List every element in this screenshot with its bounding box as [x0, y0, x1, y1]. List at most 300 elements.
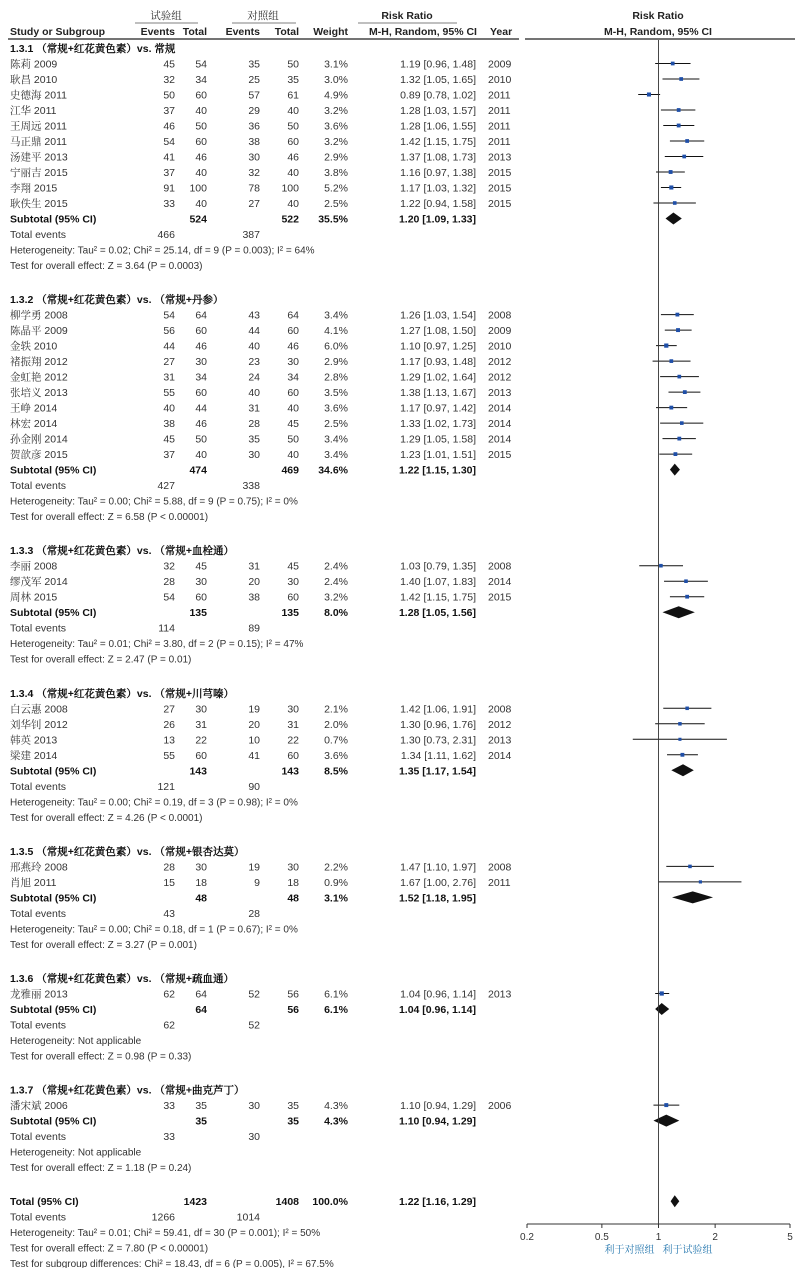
subgroup-title: 1.3.2 （常规+红花黄色素）vs. （常规+丹参） [10, 294, 224, 307]
x-tick-label: 0.5 [594, 1232, 609, 1243]
events-exp: 38 [163, 418, 175, 431]
total-ctrl: 40 [287, 402, 299, 415]
subtotal-diamond [670, 464, 680, 476]
x-label-favours-control: 利于对照组 [604, 1245, 655, 1256]
events-exp: 13 [163, 734, 175, 747]
subtotal-diamond [666, 213, 682, 225]
events-exp: 31 [163, 371, 175, 384]
weight: 3.4% [324, 433, 348, 446]
study-year: 2011 [488, 105, 511, 117]
study-year: 2015 [488, 198, 512, 210]
study-name: 江华 2011 [10, 105, 57, 117]
total-ctrl: 45 [287, 418, 299, 431]
total-ctrl: 60 [287, 325, 299, 338]
weight: 2.0% [324, 718, 348, 731]
risk-ratio-ci: 1.17 [0.97, 1.42] [400, 402, 476, 415]
risk-ratio-ci: 1.40 [1.07, 1.83] [400, 576, 476, 589]
events-exp: 28 [163, 576, 175, 589]
events-exp: 62 [163, 988, 175, 1001]
subtotal-ci: 1.04 [0.96, 1.14] [398, 1004, 476, 1016]
events-ctrl: 19 [248, 703, 260, 716]
events-exp: 40 [163, 402, 175, 415]
risk-ratio-ci: 1.04 [0.96, 1.14] [400, 988, 476, 1001]
events-ctrl: 30 [248, 449, 260, 462]
point-estimate-square [678, 738, 681, 741]
total-exp: 30 [195, 576, 207, 589]
subtotal-weight: 3.1% [324, 892, 348, 905]
total-ctrl: 31 [287, 718, 299, 731]
header-method: M-H, Random, 95% CI [369, 26, 477, 38]
risk-ratio-ci: 1.10 [0.97, 1.25] [400, 340, 476, 353]
total-events-exp: 62 [163, 1019, 175, 1032]
events-exp: 15 [163, 876, 175, 889]
total-ctrl: 60 [287, 387, 299, 400]
events-ctrl: 31 [248, 402, 260, 415]
total-ctrl: 46 [287, 340, 299, 353]
total-events-label: Total events [10, 780, 67, 793]
subtotal-ci: 1.22 [1.15, 1.30] [398, 464, 476, 477]
x-tick-label: 2 [712, 1232, 718, 1243]
total-exp: 18 [195, 876, 207, 889]
grand-total-events-exp: 1266 [151, 1211, 175, 1224]
total-events-exp: 427 [157, 480, 175, 493]
weight: 2.5% [324, 198, 348, 210]
subtotal-label: Subtotal (95% CI) [10, 765, 97, 778]
weight: 3.4% [324, 309, 348, 322]
risk-ratio-ci: 1.30 [0.96, 1.76] [400, 718, 476, 731]
study-name: 马正鼎 2011 [10, 136, 67, 148]
total-exp: 34 [195, 74, 207, 86]
total-ctrl: 30 [287, 356, 299, 369]
weight: 2.1% [324, 703, 348, 716]
header-total-exp: Total [182, 26, 207, 38]
study-name: 耿佚生 2015 [10, 198, 68, 210]
study-name: 柳学勇 2008 [10, 309, 68, 322]
total-ctrl: 60 [287, 591, 299, 604]
total-ctrl: 60 [287, 749, 299, 762]
events-exp: 32 [163, 74, 175, 86]
point-estimate-square [673, 201, 677, 205]
total-exp: 34 [195, 371, 207, 384]
subtotal-ci: 1.20 [1.09, 1.33] [398, 213, 476, 226]
point-estimate-square [660, 991, 664, 995]
point-estimate-square [678, 722, 681, 725]
study-name: 褚振翔 2012 [10, 356, 68, 369]
subtotal-label: Subtotal (95% CI) [10, 1004, 97, 1016]
total-exp: 31 [195, 718, 207, 731]
events-exp: 46 [163, 120, 175, 133]
total-exp: 60 [195, 387, 207, 400]
subtotal-total-ctrl: 143 [281, 765, 299, 778]
total-ctrl: 56 [287, 988, 299, 1001]
heterogeneity: Heterogeneity: Tau² = 0.00; Chi² = 0.19, df = 3 (P = 0.98); I² = 0% [10, 797, 298, 809]
total-exp: 60 [195, 136, 207, 148]
weight: 3.4% [324, 449, 348, 462]
study-name: 耿昌 2010 [10, 74, 58, 86]
total-ctrl: 40 [287, 167, 299, 179]
risk-ratio-ci: 1.19 [0.96, 1.48] [400, 58, 476, 71]
study-year: 2011 [488, 89, 511, 102]
grand-total-ci: 1.22 [1.16, 1.29] [398, 1196, 476, 1209]
grand-total-exp: 1423 [183, 1196, 207, 1209]
total-ctrl: 30 [287, 703, 299, 716]
total-events-ctrl: 28 [248, 907, 260, 920]
subtotal-total-exp: 474 [189, 464, 207, 477]
subtotal-label: Subtotal (95% CI) [10, 607, 97, 620]
total-exp: 60 [195, 591, 207, 604]
point-estimate-square [674, 452, 678, 456]
study-name: 宁丽吉 2015 [10, 167, 68, 179]
point-estimate-square [685, 707, 689, 711]
events-ctrl: 44 [248, 325, 260, 338]
subgroup-differences: Test for subgroup differences: Chi² = 18.43, df = 6 (P = 0.005), I² = 67.5% [10, 1259, 334, 1268]
events-ctrl: 35 [248, 433, 260, 446]
study-name: 潘宋斌 2006 [10, 1100, 68, 1113]
events-ctrl: 41 [248, 749, 260, 762]
subtotal-diamond [671, 764, 693, 776]
subtotal-total-ctrl: 522 [281, 213, 299, 226]
forest-marks [520, 40, 793, 1256]
study-year: 2011 [488, 136, 511, 148]
weight: 3.0% [324, 74, 348, 86]
weight: 2.2% [324, 861, 348, 874]
weight: 3.6% [324, 749, 348, 762]
study-name: 王周远 2011 [10, 120, 67, 133]
point-estimate-square [669, 170, 673, 174]
subtotal-total-ctrl: 469 [281, 464, 299, 477]
subtotal-diamond [672, 891, 713, 903]
point-estimate-square [669, 359, 673, 363]
risk-ratio-ci: 0.89 [0.78, 1.02] [400, 89, 476, 102]
x-tick-label: 1 [655, 1232, 662, 1243]
subgroup-title: 1.3.6 （常规+红花黄色素）vs. （常规+疏血通） [10, 973, 235, 985]
total-exp: 50 [195, 433, 207, 446]
grand-total-events-ctrl: 1014 [236, 1211, 260, 1224]
risk-ratio-ci: 1.16 [0.97, 1.38] [400, 167, 476, 179]
subtotal-label: Subtotal (95% CI) [10, 1115, 97, 1128]
total-events-ctrl: 90 [248, 780, 260, 793]
weight: 6.1% [324, 988, 348, 1001]
grand-heterogeneity: Heterogeneity: Tau² = 0.01; Chi² = 59.41, df = 30 (P = 0.001); I² = 50% [10, 1228, 321, 1240]
risk-ratio-ci: 1.10 [0.94, 1.29] [400, 1100, 476, 1113]
study-year: 2009 [488, 325, 512, 338]
table-rows [10, 42, 512, 1268]
events-ctrl: 10 [248, 734, 260, 747]
weight: 2.9% [324, 151, 348, 164]
study-name: 李丽 2008 [10, 560, 58, 573]
total-ctrl: 40 [287, 449, 299, 462]
events-exp: 27 [163, 703, 175, 716]
total-exp: 50 [195, 120, 207, 133]
point-estimate-square [677, 124, 681, 128]
overall-effect: Test for overall effect: Z = 3.27 (P = 0.001) [10, 939, 197, 951]
point-estimate-square [685, 139, 689, 143]
events-ctrl: 27 [248, 198, 260, 210]
study-year: 2012 [488, 718, 512, 731]
weight: 3.2% [324, 136, 348, 148]
total-exp: 46 [195, 340, 207, 353]
events-exp: 44 [163, 340, 175, 353]
study-year: 2014 [488, 433, 512, 446]
header-risk-ratio-left: Risk Ratio [381, 10, 433, 22]
subgroup-title: 1.3.7 （常规+红花黄色素）vs. （常规+曲克芦丁） [10, 1084, 245, 1097]
study-name: 肖旭 2011 [10, 876, 57, 889]
events-ctrl: 25 [248, 74, 260, 86]
events-exp: 55 [163, 387, 175, 400]
total-ctrl: 35 [287, 1100, 299, 1113]
total-events-label: Total events [10, 1019, 67, 1032]
total-exp: 64 [195, 988, 207, 1001]
subtotal-label: Subtotal (95% CI) [10, 464, 97, 477]
subtotal-total-ctrl: 35 [287, 1115, 299, 1128]
study-year: 2013 [488, 151, 512, 164]
study-year: 2012 [488, 371, 512, 384]
events-ctrl: 38 [248, 591, 260, 604]
study-year: 2013 [488, 988, 512, 1001]
total-ctrl: 18 [287, 876, 299, 889]
total-events-label: Total events [10, 1131, 67, 1144]
events-ctrl: 23 [248, 356, 260, 369]
study-name: 缪茂军 2014 [10, 576, 68, 589]
study-year: 2010 [488, 74, 512, 86]
total-events-exp: 43 [163, 907, 175, 920]
weight: 6.0% [324, 340, 348, 353]
total-ctrl: 35 [287, 74, 299, 86]
total-ctrl: 40 [287, 198, 299, 210]
total-exp: 30 [195, 703, 207, 716]
subtotal-total-ctrl: 48 [287, 892, 299, 905]
events-exp: 54 [163, 309, 175, 322]
study-name: 金轶 2010 [10, 340, 58, 353]
subtotal-total-exp: 143 [189, 765, 207, 778]
total-ctrl: 34 [287, 371, 299, 384]
study-name: 金虹艳 2012 [10, 371, 68, 384]
total-exp: 100 [189, 182, 207, 195]
weight: 4.9% [324, 89, 348, 102]
total-exp: 60 [195, 325, 207, 338]
study-year: 2008 [488, 560, 512, 573]
events-exp: 33 [163, 1100, 175, 1113]
study-name: 张培义 2013 [10, 387, 68, 400]
point-estimate-square [688, 865, 692, 869]
weight: 3.5% [324, 387, 348, 400]
point-estimate-square [677, 108, 681, 112]
total-ctrl: 64 [287, 309, 299, 322]
subtotal-ci: 1.35 [1.17, 1.54] [398, 765, 476, 778]
weight: 4.3% [324, 1100, 348, 1113]
risk-ratio-ci: 1.17 [1.03, 1.32] [400, 182, 476, 195]
subtotal-ci: 1.10 [0.94, 1.29] [398, 1115, 476, 1128]
events-ctrl: 24 [248, 371, 260, 384]
grand-total-weight: 100.0% [312, 1196, 348, 1209]
events-exp: 45 [163, 433, 175, 446]
total-exp: 45 [195, 560, 207, 573]
point-estimate-square [684, 579, 688, 583]
weight: 0.9% [324, 876, 348, 889]
risk-ratio-ci: 1.33 [1.02, 1.73] [400, 418, 476, 431]
point-estimate-square [680, 421, 684, 425]
subtotal-diamond [653, 1115, 679, 1127]
events-exp: 54 [163, 591, 175, 604]
total-events-label: Total events [10, 480, 67, 493]
subtotal-total-exp: 35 [195, 1115, 207, 1128]
total-exp: 40 [195, 105, 207, 117]
study-name: 孙金刚 2014 [10, 433, 68, 446]
study-year: 2015 [488, 449, 512, 462]
total-ctrl: 50 [287, 433, 299, 446]
total-exp: 54 [195, 58, 207, 71]
risk-ratio-ci: 1.67 [1.00, 2.76] [400, 876, 476, 889]
total-events-label: Total events [10, 907, 67, 920]
subtotal-weight: 35.5% [318, 213, 348, 226]
events-ctrl: 38 [248, 136, 260, 148]
subtotal-total-exp: 135 [189, 607, 207, 620]
events-exp: 56 [163, 325, 175, 338]
heterogeneity: Heterogeneity: Tau² = 0.00; Chi² = 5.88, df = 9 (P = 0.75); I² = 0% [10, 496, 298, 508]
total-events-ctrl: 52 [248, 1019, 260, 1032]
total-exp: 46 [195, 151, 207, 164]
study-name: 韩英 2013 [10, 734, 58, 747]
subtotal-weight: 8.0% [324, 607, 348, 620]
events-exp: 33 [163, 198, 175, 210]
events-ctrl: 78 [248, 182, 260, 195]
point-estimate-square [677, 375, 681, 379]
subgroup-title: 1.3.3 （常规+红花黄色素）vs. （常规+血栓通） [10, 545, 235, 558]
total-exp: 40 [195, 198, 207, 210]
subtotal-label: Subtotal (95% CI) [10, 213, 97, 226]
events-ctrl: 30 [248, 1100, 260, 1113]
weight: 3.6% [324, 402, 348, 415]
events-ctrl: 29 [248, 105, 260, 117]
subtotal-diamond [662, 606, 694, 618]
total-exp: 64 [195, 309, 207, 322]
total-ctrl: 30 [287, 576, 299, 589]
subgroup-title: 1.3.5 （常规+红花黄色素）vs. （常规+银杏达莫） [10, 845, 245, 858]
study-name: 王峥 2014 [10, 402, 58, 415]
weight: 2.8% [324, 371, 348, 384]
events-ctrl: 35 [248, 58, 260, 71]
study-year: 2015 [488, 167, 512, 179]
point-estimate-square [683, 390, 687, 394]
weight: 0.7% [324, 734, 348, 747]
subtotal-ci: 1.28 [1.05, 1.56] [398, 607, 476, 620]
total-events-exp: 114 [158, 622, 175, 635]
point-estimate-square [664, 343, 668, 347]
study-name: 龙雅丽 2013 [10, 988, 68, 1001]
study-year: 2008 [488, 703, 512, 716]
subtotal-total-ctrl: 56 [287, 1004, 299, 1016]
header-weight: Weight [313, 26, 348, 38]
risk-ratio-ci: 1.38 [1.13, 1.67] [400, 387, 476, 400]
total-exp: 60 [195, 749, 207, 762]
events-exp: 55 [163, 749, 175, 762]
events-exp: 45 [163, 58, 175, 71]
x-label-favours-experimental: 利于试验组 [662, 1245, 713, 1256]
events-ctrl: 57 [248, 89, 260, 102]
study-name: 邢燕玲 2008 [10, 861, 68, 874]
study-name: 陈晶平 2009 [10, 325, 68, 338]
risk-ratio-ci: 1.03 [0.79, 1.35] [400, 560, 476, 573]
study-name: 李翔 2015 [10, 182, 58, 195]
events-exp: 41 [163, 151, 175, 164]
point-estimate-square [664, 1103, 668, 1107]
total-exp: 60 [195, 89, 207, 102]
header-study: Study or Subgroup [10, 26, 106, 38]
heterogeneity: Heterogeneity: Tau² = 0.00; Chi² = 0.18, df = 1 (P = 0.67); I² = 0% [10, 924, 298, 936]
total-exp: 35 [195, 1100, 207, 1113]
study-name: 汤建平 2013 [10, 151, 68, 164]
point-estimate-square [669, 185, 673, 189]
subtotal-weight: 8.5% [324, 765, 348, 778]
study-name: 梁建 2014 [10, 749, 58, 762]
total-events-label: Total events [10, 229, 67, 241]
point-estimate-square [699, 880, 702, 883]
subtotal-total-ctrl: 135 [281, 607, 299, 620]
total-ctrl: 45 [287, 560, 299, 573]
study-name: 陈莉 2009 [10, 58, 58, 71]
total-ctrl: 22 [287, 734, 299, 747]
header-risk-ratio-right: Risk Ratio [632, 10, 684, 22]
subtotal-total-exp: 524 [189, 213, 207, 226]
study-year: 2010 [488, 340, 512, 353]
risk-ratio-ci: 1.42 [1.06, 1.91] [400, 703, 476, 716]
subtotal-label: Subtotal (95% CI) [10, 892, 97, 905]
heterogeneity: Heterogeneity: Tau² = 0.01; Chi² = 3.80, df = 2 (P = 0.15); I² = 47% [10, 639, 304, 651]
risk-ratio-ci: 1.23 [1.01, 1.51] [400, 449, 476, 462]
events-ctrl: 20 [248, 576, 260, 589]
header-group-experimental: 试验组 [150, 10, 182, 22]
risk-ratio-ci: 1.32 [1.05, 1.65] [400, 74, 476, 86]
risk-ratio-ci: 1.27 [1.08, 1.50] [400, 325, 476, 338]
total-exp: 40 [195, 167, 207, 179]
weight: 3.8% [324, 167, 348, 179]
study-year: 2008 [488, 309, 512, 322]
total-ctrl: 100 [281, 182, 299, 195]
study-year: 2006 [488, 1100, 512, 1113]
header-events-ctrl: Events [225, 26, 260, 38]
events-exp: 37 [163, 449, 175, 462]
subtotal-weight: 4.3% [324, 1115, 348, 1128]
events-ctrl: 40 [248, 387, 260, 400]
heterogeneity: Heterogeneity: Not applicable [10, 1036, 142, 1047]
subtotal-weight: 6.1% [324, 1004, 348, 1016]
risk-ratio-ci: 1.42 [1.15, 1.75] [400, 591, 476, 604]
point-estimate-square [679, 77, 683, 81]
events-exp: 26 [163, 718, 175, 731]
heterogeneity: Heterogeneity: Not applicable [10, 1147, 142, 1159]
weight: 2.5% [324, 418, 348, 431]
grand-total-events-label: Total events [10, 1211, 67, 1224]
events-exp: 32 [163, 560, 175, 573]
total-exp: 22 [195, 734, 207, 747]
risk-ratio-ci: 1.26 [1.03, 1.54] [400, 309, 476, 322]
weight: 2.9% [324, 356, 348, 369]
events-ctrl: 31 [248, 560, 260, 573]
total-events-label: Total events [10, 622, 67, 635]
total-ctrl: 61 [287, 89, 299, 102]
subgroup-title: 1.3.4 （常规+红花黄色素）vs. （常规+川芎嗪） [10, 687, 235, 700]
header-total-ctrl: Total [274, 26, 299, 38]
total-exp: 40 [195, 449, 207, 462]
total-events-exp: 33 [163, 1131, 175, 1144]
grand-total-ctrl: 1408 [275, 1196, 299, 1209]
risk-ratio-ci: 1.37 [1.08, 1.73] [400, 151, 476, 164]
total-ctrl: 50 [287, 120, 299, 133]
x-tick-label: 5 [787, 1232, 793, 1243]
study-year: 2015 [488, 182, 512, 195]
events-ctrl: 9 [254, 876, 260, 889]
risk-ratio-ci: 1.42 [1.15, 1.75] [400, 136, 476, 148]
